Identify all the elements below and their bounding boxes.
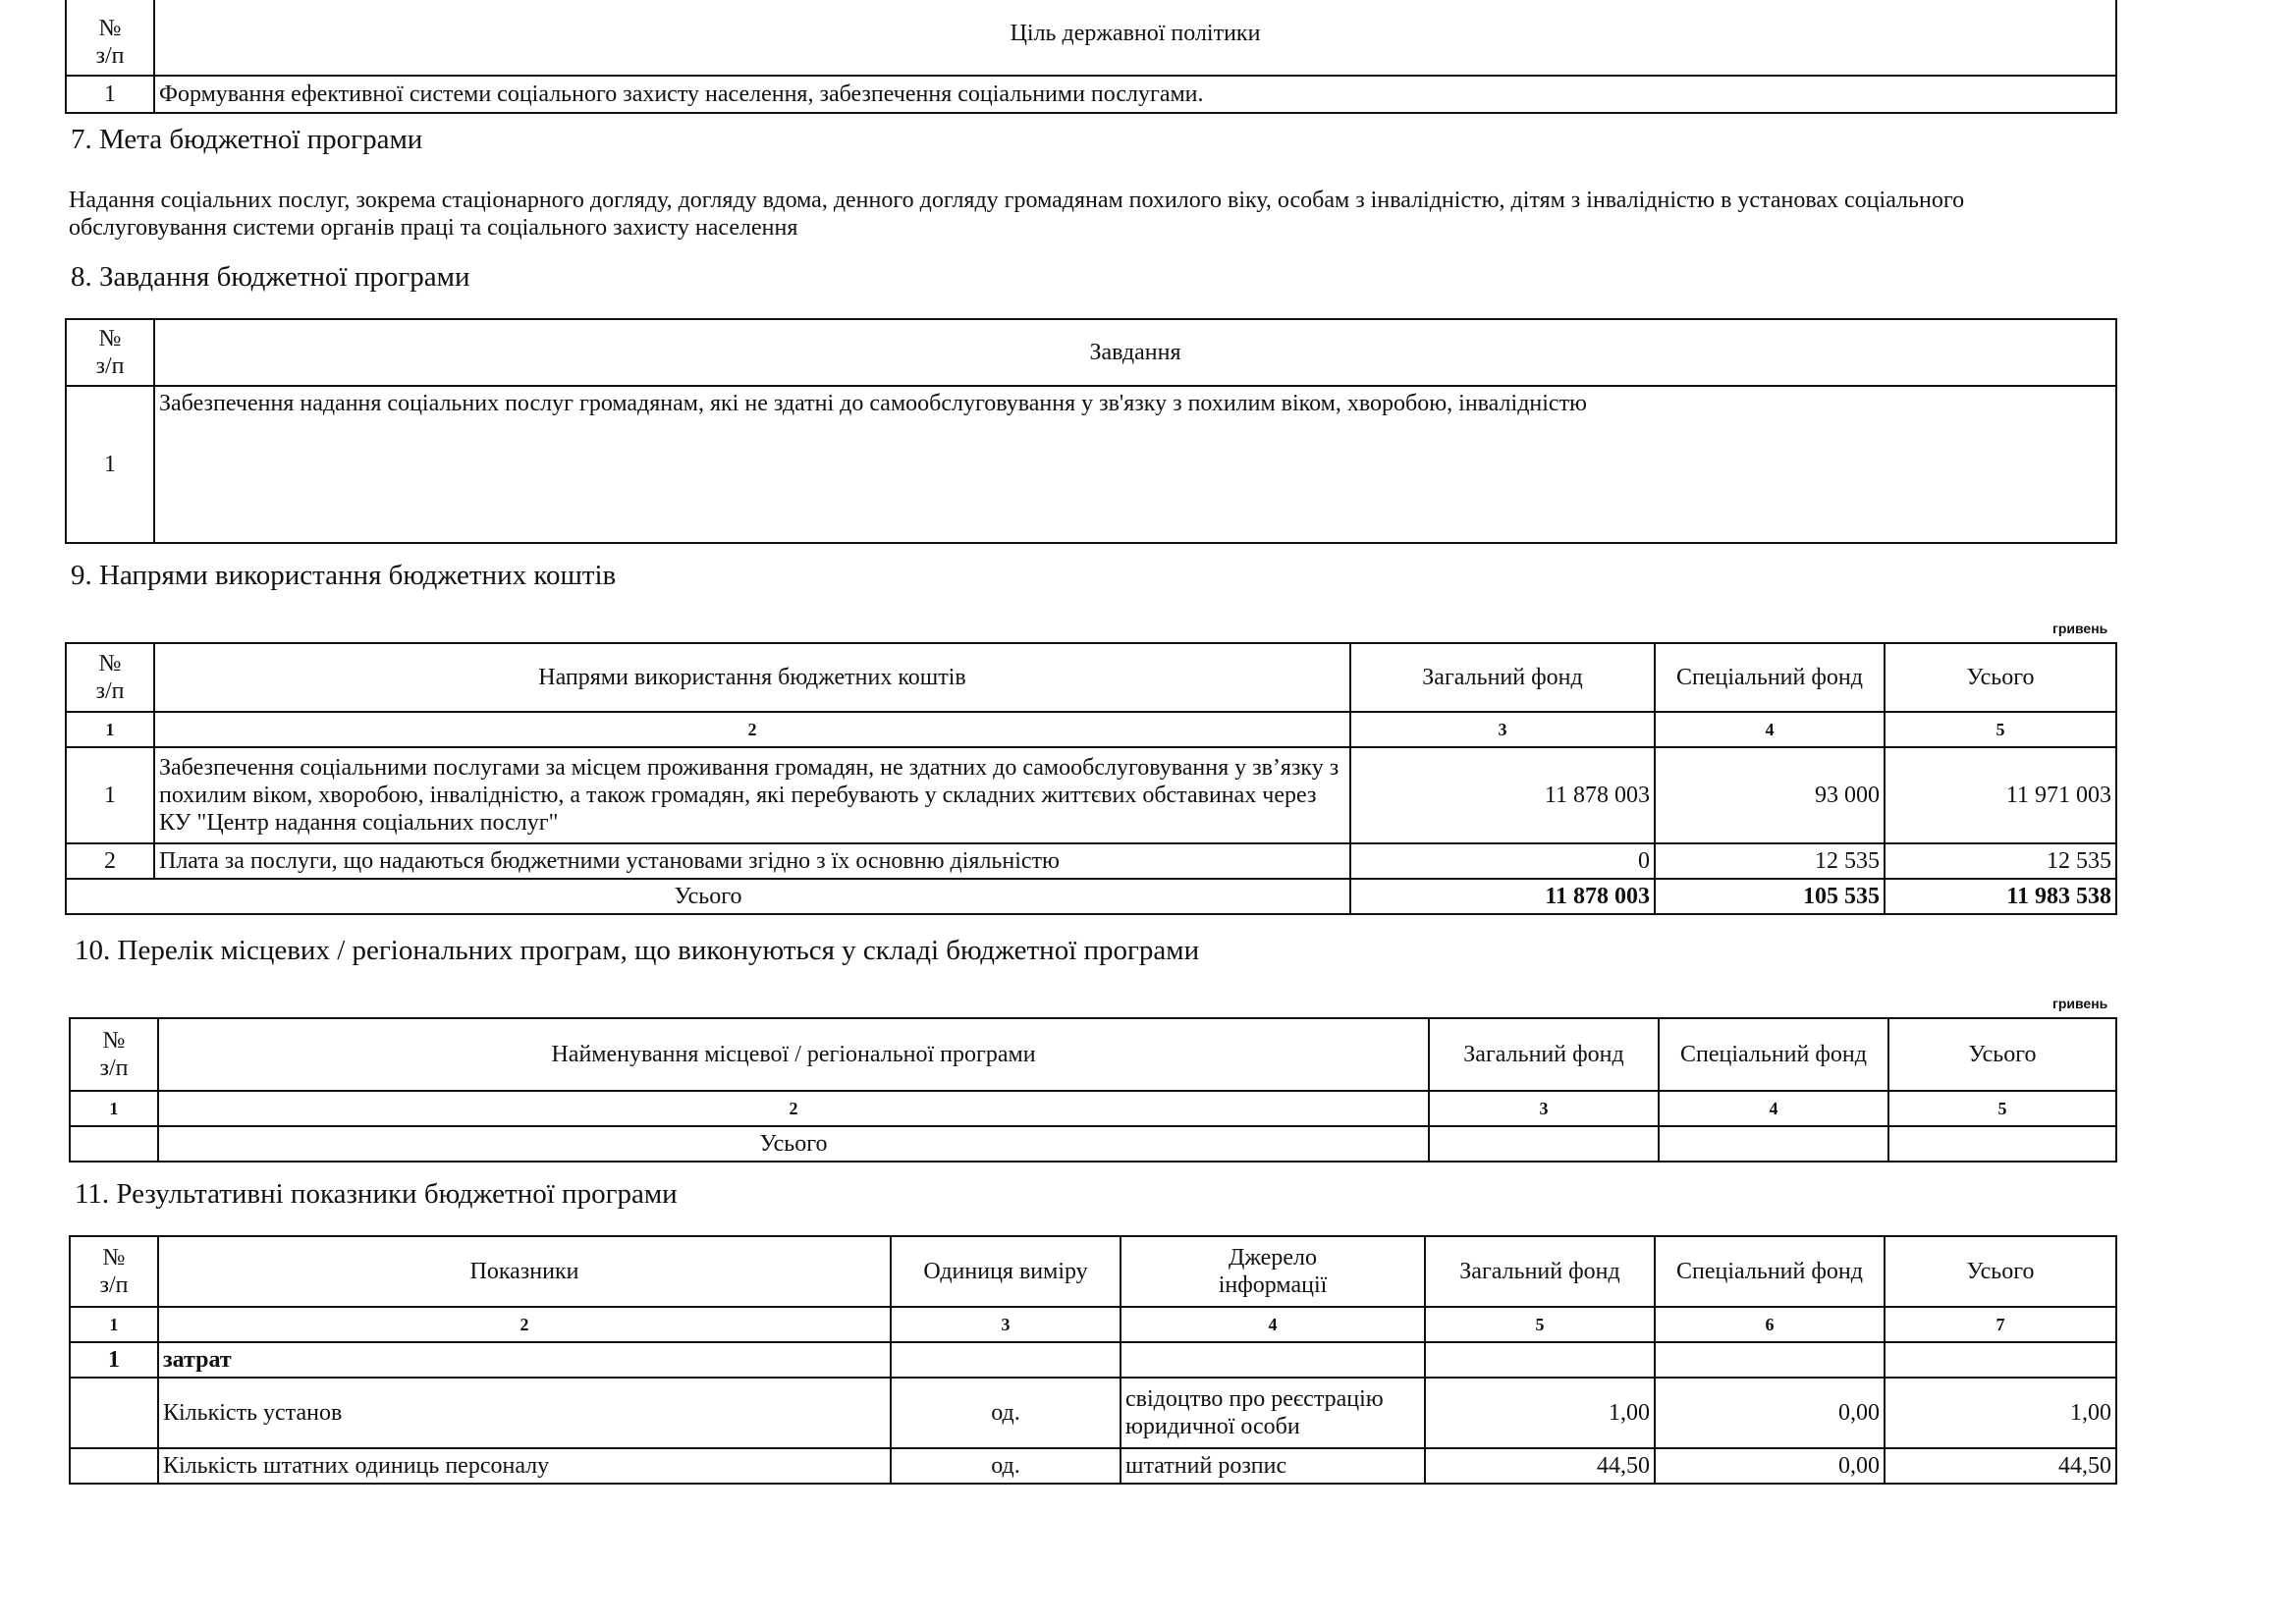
table-row (70, 1378, 2116, 1448)
col-number: 5 (1885, 712, 2116, 747)
total-header: Усього (1885, 1236, 2116, 1307)
section-10-title: 10. Перелік місцевих / регіональних програм, що виконуються у складі бюджетної програми (75, 935, 1200, 966)
policy-goal-header: Ціль державної політики (154, 0, 2116, 76)
group-label: затрат (158, 1342, 891, 1378)
general-fund-header: Загальний фонд (1350, 643, 1655, 712)
total-special-fund: 105 535 (1655, 879, 1885, 914)
table-row (66, 843, 2116, 879)
section-8-title: 8. Завдання бюджетної програми (71, 261, 470, 293)
total-total: 11 983 538 (1885, 879, 2116, 914)
total-row (66, 879, 2116, 914)
indicator-unit: од. (891, 1448, 1121, 1484)
indicator-total: 44,50 (1885, 1448, 2116, 1484)
empty-cell (1885, 1342, 2116, 1378)
row-general-fund: 11 878 003 (1350, 747, 1655, 843)
indicator-general-fund: 1,00 (1425, 1378, 1655, 1448)
section-9-title: 9. Напрями використання бюджетних коштів (71, 560, 617, 591)
policy-row-number: 1 (66, 76, 154, 113)
indicator-source: свідоцтво про реєстрацію юридичної особи (1121, 1378, 1425, 1448)
col-number: 2 (158, 1091, 1429, 1126)
col-number: 6 (1655, 1307, 1885, 1342)
no-header: № з/п (66, 319, 154, 386)
no-header: № з/п (66, 0, 154, 76)
col-number: 1 (70, 1091, 158, 1126)
indicator-total: 1,00 (1885, 1378, 2116, 1448)
task-row-text: Забезпечення надання соціальних послуг громадянам, які не здатні до самообслуговування у зв'язку з похилим віком, хворобою, інвалідністю (154, 386, 2116, 543)
col-number: 2 (154, 712, 1350, 747)
budget-directions-table (65, 642, 2117, 915)
row-text: Плата за послуги, що надаються бюджетними установами згідно з їх основню діяльністю (154, 843, 1350, 879)
unit-header: Одиниця виміру (891, 1236, 1121, 1307)
empty-cell (1425, 1342, 1655, 1378)
section-11-title: 11. Результативні показники бюджетної програми (75, 1178, 678, 1210)
performance-indicators-table (69, 1235, 2117, 1485)
special-fund-header: Спеціальний фонд (1659, 1018, 1888, 1091)
local-programs-table (69, 1017, 2117, 1163)
col-number: 2 (158, 1307, 891, 1342)
col-number: 1 (66, 712, 154, 747)
col-number: 5 (1425, 1307, 1655, 1342)
no-header: № з/п (70, 1018, 158, 1091)
source-header: Джерело інформації (1121, 1236, 1425, 1307)
indicator-name: Кількість штатних одиниць персоналу (158, 1448, 891, 1484)
total-header: Усього (1888, 1018, 2116, 1091)
row-total: 11 971 003 (1885, 747, 2116, 843)
section-10-unit: гривень (2052, 996, 2108, 1011)
no-header: № з/п (70, 1236, 158, 1307)
program-name-header: Найменування місцевої / регіональної програми (158, 1018, 1429, 1091)
empty-cell (1655, 1342, 1885, 1378)
empty-cell (1888, 1126, 2116, 1162)
col-number: 4 (1655, 712, 1885, 747)
task-header: Завдання (154, 319, 2116, 386)
row-number: 1 (66, 747, 154, 843)
col-number: 7 (1885, 1307, 2116, 1342)
section-7-text: Надання соціальних послуг, зокрема стаціонарного догляду, догляду вдома, денного догляду громадянам похилого віку, особам з інвалідністю, дітям з інвалідністю в установах соціального обслуговування системи органів праці та соціального захисту населення (69, 188, 1965, 241)
empty-cell (1429, 1126, 1659, 1162)
empty-cell (70, 1378, 158, 1448)
indicator-source: штатний розпис (1121, 1448, 1425, 1484)
total-row (70, 1126, 2116, 1162)
policy-goal-table (65, 0, 2117, 114)
col-number: 3 (1350, 712, 1655, 747)
general-fund-header: Загальний фонд (1429, 1018, 1659, 1091)
row-total: 12 535 (1885, 843, 2116, 879)
special-fund-header: Спеціальний фонд (1655, 643, 1885, 712)
indicator-special-fund: 0,00 (1655, 1378, 1885, 1448)
empty-cell (1659, 1126, 1888, 1162)
col-number: 4 (1659, 1091, 1888, 1126)
col-number: 3 (1429, 1091, 1659, 1126)
task-row-number: 1 (66, 386, 154, 543)
col-number: 3 (891, 1307, 1121, 1342)
empty-cell (70, 1448, 158, 1484)
table-row (66, 747, 2116, 843)
indicator-unit: од. (891, 1378, 1121, 1448)
indicator-name: Кількість установ (158, 1378, 891, 1448)
group-row (70, 1342, 2116, 1378)
section-9-unit: гривень (2052, 621, 2108, 636)
indicators-header: Показники (158, 1236, 891, 1307)
indicator-general-fund: 44,50 (1425, 1448, 1655, 1484)
no-header: № з/п (66, 643, 154, 712)
row-number: 2 (66, 843, 154, 879)
col-number: 4 (1121, 1307, 1425, 1342)
row-special-fund: 93 000 (1655, 747, 1885, 843)
empty-cell (70, 1126, 158, 1162)
special-fund-header: Спеціальний фонд (1655, 1236, 1885, 1307)
row-special-fund: 12 535 (1655, 843, 1885, 879)
total-label: Усього (158, 1126, 1429, 1162)
col-number: 1 (70, 1307, 158, 1342)
table-row (70, 1448, 2116, 1484)
row-general-fund: 0 (1350, 843, 1655, 879)
directions-header: Напрями використання бюджетних коштів (154, 643, 1350, 712)
total-general-fund: 11 878 003 (1350, 879, 1655, 914)
total-label: Усього (66, 879, 1350, 914)
section-7-title: 7. Мета бюджетної програми (71, 124, 423, 155)
col-number: 5 (1888, 1091, 2116, 1126)
group-number: 1 (70, 1342, 158, 1378)
policy-row-text: Формування ефективної системи соціального захисту населення, забезпечення соціальними послугами. (154, 76, 2116, 113)
indicator-special-fund: 0,00 (1655, 1448, 1885, 1484)
empty-cell (1121, 1342, 1425, 1378)
tasks-table (65, 318, 2117, 544)
total-header: Усього (1885, 643, 2116, 712)
row-text: Забезпечення соціальними послугами за місцем проживання громадян, не здатних до самообслуговування у зв’язку з похилим віком, хворобою, інвалідністю, а також громадян, які перебувають у складних життєвих обставинах через КУ "Центр надання соціальних послуг" (154, 747, 1350, 843)
general-fund-header: Загальний фонд (1425, 1236, 1655, 1307)
empty-cell (891, 1342, 1121, 1378)
